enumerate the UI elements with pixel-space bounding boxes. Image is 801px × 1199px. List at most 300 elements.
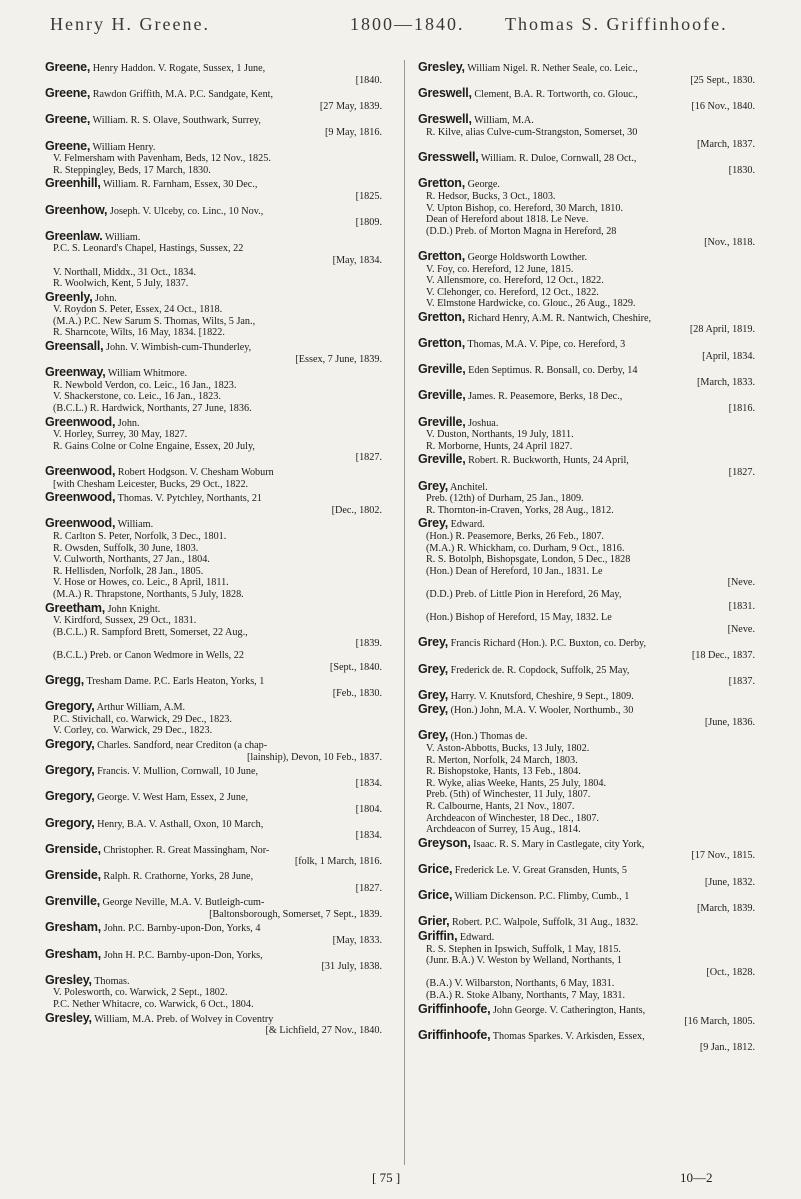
entry — [45, 765, 382, 789]
entry-text: (Hon.) John, M.A. V. Wooler, Northumb., 30 — [450, 705, 634, 717]
entry-text: Henry, B.A. V. Asthall, Oxon, 10 March, — [97, 818, 264, 830]
entry-headline — [418, 835, 755, 851]
entry-appointment: V. Roydon S. Peter, Essex, 24 Oct., 1818. — [53, 304, 223, 316]
entry-continuation: [25 Sept., 1830. — [690, 74, 755, 86]
entry-headline — [45, 228, 382, 244]
entry — [45, 62, 382, 86]
entry-headline — [45, 114, 382, 127]
entry-name: Greville, — [418, 452, 466, 467]
entry-name: Gresham, — [45, 946, 102, 961]
entry — [418, 338, 755, 362]
entry — [418, 835, 755, 862]
entry-text: William, M.A. Preb. of Wolvey in Coventry — [94, 1013, 274, 1025]
entry-name: Gresley, — [418, 60, 465, 74]
entry-name: Greswell, — [418, 86, 472, 101]
entry-continuation: [27 May, 1839. — [319, 100, 382, 112]
entry-name: Gregory, — [45, 815, 95, 830]
entry-appointment: R. Kilve, alias Culve-cum-Strangston, Somerset, 30 — [426, 126, 638, 138]
entry-headline — [418, 687, 755, 703]
entry — [418, 88, 755, 112]
entry-name: Greenwood, — [45, 464, 116, 478]
entry-name: Grenville, — [45, 894, 100, 909]
entry-text: William. R. S. Olave, Southwark, Surrey, — [92, 115, 261, 127]
header-left: Henry H. Greene. — [50, 14, 210, 34]
entry-headline — [45, 138, 382, 154]
entry-headline — [418, 730, 755, 743]
entry-headline — [45, 946, 382, 962]
entry-text: Ralph. R. Crathorne, Yorks, 28 June, — [103, 871, 254, 882]
entry-appointment: V. Allensmore, co. Hereford, 12 Oct., 1822. — [426, 275, 604, 287]
entry-headline — [418, 518, 755, 531]
entry — [45, 492, 382, 516]
entry-appointment: V. Corley, co. Warwick, 29 Dec., 1823. — [53, 725, 213, 737]
entry-appointment: R. Sharncote, Wilts, 16 May, 1834. [1822. — [53, 327, 225, 339]
entry-text: Rawdon Griffith, M.A. P.C. Sandgate, Kent, — [92, 89, 274, 101]
entry-appointment: (Hon.) Bishop of Hereford, 15 May, 1832. Le — [426, 612, 612, 624]
entry — [45, 178, 382, 202]
entry-appointment: V. Culworth, Northants, 27 Jan., 1804. — [53, 554, 210, 566]
entry-text: Frederick Le. V. Great Gransden, Hunts, 5 — [454, 865, 627, 876]
entry-continuation: [Neve. — [727, 577, 755, 589]
entry-text: Thomas. V. Pytchley, Northants, 21 — [117, 493, 263, 505]
header-right: Thomas S. Griffinhoofe. — [505, 14, 728, 34]
entry-appointment: (B.C.L.) Preb. or Canon Wedmore in Wells, 22 — [53, 649, 244, 661]
entry — [418, 62, 755, 86]
entry — [45, 815, 382, 842]
entry — [45, 228, 382, 290]
entry-headline — [418, 890, 755, 903]
entry-text: Harry. V. Knutsford, Cheshire, 9 Sept., 1809. — [450, 690, 634, 702]
entry — [45, 922, 382, 946]
entry-name: Greene, — [45, 86, 91, 101]
entry-appointment: R. Owsden, Suffolk, 30 June, 1803. — [53, 542, 199, 554]
signature-mark: 10—2 — [680, 1170, 713, 1185]
entry-text: John. — [95, 292, 117, 304]
entry-appointment: (M.A.) R. Thrapstone, Northants, 5 July, 1828. — [53, 588, 244, 600]
entry-headline — [418, 338, 755, 351]
entry-continuation: [folk, 1 March, 1816. — [294, 856, 382, 868]
entry-name: Greenwood, — [45, 490, 116, 505]
entry-name: Gretton, — [418, 336, 466, 351]
entry-continuation: [1816. — [728, 403, 755, 415]
entry-headline — [45, 341, 382, 354]
entry-appointment: R. Hellisden, Norfolk, 28 Jan., 1805. — [53, 565, 204, 577]
entry-headline — [418, 916, 755, 929]
entry-name: Greenhill, — [45, 176, 101, 191]
entry-text: William. R. Farnham, Essex, 30 Dec., — [103, 179, 258, 191]
entry-appointment: R. Morborne, Hunts, 24 April 1827. — [426, 440, 573, 452]
entry-name: Gretton, — [418, 176, 466, 191]
entry-appointment: R. Bishopstoke, Hants, 13 Feb., 1804. — [426, 766, 581, 778]
entry-appointment: (B.C.L.) R. Hardwick, Northants, 27 June, 1836. — [53, 403, 252, 415]
entry-headline — [45, 600, 382, 616]
entry-appointment: R. Gains Colne or Colne Engaine, Essex, 20 July, — [53, 440, 255, 452]
entry-name: Gretton, — [418, 309, 466, 324]
entry-appointment: (D.D.) Preb. of Little Pion in Hereford, 26 May, — [426, 588, 622, 600]
entry-continuation: [18 Dec., 1837. — [691, 649, 755, 661]
entry-headline — [45, 289, 382, 305]
entry-headline — [45, 178, 382, 191]
entry-headline — [45, 518, 382, 531]
entry-text: Tresham Dame. P.C. Earls Heaton, Yorks, 1 — [86, 676, 265, 688]
entry — [45, 896, 382, 920]
entry-continuation: [April, 1834. — [702, 350, 755, 362]
entry-continuation: [31 July, 1838. — [321, 961, 382, 973]
entry-continuation: [9 Jan., 1812. — [699, 1042, 755, 1054]
entry-text: Christopher. R. Great Massingham, Nor- — [103, 844, 270, 856]
right-column — [418, 62, 755, 1056]
entry-text: William. — [117, 519, 154, 531]
entry-headline — [45, 739, 382, 752]
entry-text: George Neville, M.A. V. Butleigh-cum- — [102, 897, 265, 909]
entry-headline — [45, 1010, 382, 1026]
entry-appointment: V. Clehonger, co. Hereford, 12 Oct., 1822. — [426, 286, 599, 298]
entry-text: George Holdsworth Lowther. — [467, 251, 588, 263]
entry — [418, 309, 755, 336]
entry-text: James. R. Peasemore, Berks, 18 Dec., — [468, 391, 623, 403]
entry-headline — [418, 637, 755, 650]
entry-text: John. V. Wimbish-cum-Thunderley, — [106, 342, 252, 354]
entry-name: Greensall, — [45, 339, 104, 354]
entry-name: Grey, — [418, 702, 449, 717]
entry-continuation: [May, 1834. — [332, 254, 382, 266]
entry-appointment: V. Kirdford, Sussex, 29 Oct., 1831. — [53, 615, 197, 627]
entry-continuation: [May, 1833. — [332, 934, 382, 946]
entry-name: Grenside, — [45, 868, 101, 882]
entry-appointment: R. S. Botolph, Bishopsgate, London, 5 Dec., 1828 — [426, 554, 631, 566]
entry-headline — [45, 896, 382, 909]
entry-appointment: (D.D.) Preb. of Morton Magna in Hereford, 28 — [426, 225, 617, 237]
entry-headline — [418, 661, 755, 677]
entry-appointment: (B.A.) V. Wilbarston, Northants, 6 May, 1831. — [426, 978, 615, 990]
entry-continuation: [1834. — [355, 777, 382, 789]
entry-continuation: [Oct., 1828. — [706, 966, 755, 978]
entry-appointment: P.C. Stivichall, co. Warwick, 29 Dec., 1823. — [53, 713, 232, 725]
entry-name: Grey, — [418, 661, 449, 676]
entry-headline — [418, 928, 755, 944]
entry-continuation: [28 April, 1819. — [689, 324, 755, 336]
entry-continuation: [June, 1836. — [704, 716, 755, 728]
entry-appointment: (B.A.) R. Stoke Albany, Northants, 7 May, 1831. — [426, 989, 626, 1001]
entry-continuation: [March, 1839. — [697, 902, 755, 914]
entry-text: George. V. West Ham, Essex, 2 June, — [97, 792, 249, 804]
entry-headline — [418, 178, 755, 191]
entry-headline — [418, 248, 755, 264]
entry — [418, 704, 755, 728]
entry-text: Joseph. V. Ulceby, co. Linc., 10 Nov., — [109, 205, 264, 217]
entry — [45, 289, 382, 339]
entry-text: Henry Haddon. V. Rogate, Sussex, 1 June, — [92, 63, 266, 74]
entry-text: Robert. P.C. Walpole, Suffolk, 31 Aug., 1832. — [452, 917, 639, 929]
entry-name: Gregory, — [45, 789, 95, 804]
entry-continuation: [Nov., 1818. — [704, 237, 755, 249]
entry-appointment: V. Foy, co. Hereford, 12 June, 1815. — [426, 263, 574, 275]
entry-name: Gregg, — [45, 673, 85, 688]
entry-continuation: [1827. — [355, 882, 382, 894]
entry-name: Grey, — [418, 687, 449, 702]
entry — [45, 739, 382, 763]
entry-name: Greville, — [418, 414, 466, 429]
entry-headline — [45, 972, 382, 988]
entry-continuation: [Neve. — [727, 623, 755, 635]
entry-headline — [418, 88, 755, 101]
entry-continuation: [16 March, 1805. — [684, 1016, 755, 1028]
entry-name: Greenway, — [45, 365, 106, 380]
entry-continuation: [17 Nov., 1815. — [691, 850, 755, 862]
entry-continuation: [1827. — [728, 467, 755, 478]
entry-appointment: R. Thornton-in-Craven, Yorks, 28 Aug., 1812. — [426, 504, 614, 516]
entry — [418, 637, 755, 661]
entry-continuation: [1840. — [355, 74, 382, 86]
entry — [45, 202, 382, 229]
entry-name: Greenwood, — [45, 516, 116, 531]
entry-appointment: R. Steppingley, Beds, 17 March, 1830. — [53, 164, 211, 176]
entry — [45, 414, 382, 464]
entry-text: Francis. V. Mullion, Cornwall, 10 June, — [97, 766, 259, 778]
entry-continuation: [June, 1832. — [704, 876, 755, 888]
entry-appointment: V. Horley, Surrey, 30 May, 1827. — [53, 429, 188, 441]
entry-appointment: Preb. (12th) of Durham, 25 Jan., 1809. — [426, 493, 584, 505]
entry — [45, 675, 382, 699]
entry — [45, 841, 382, 868]
entry-headline — [45, 765, 382, 778]
entry-appointment: Dean of Hereford about 1818. Le Neve. — [426, 214, 589, 226]
entry-continuation: [1837. — [728, 676, 755, 688]
entry-continuation: [1831. — [728, 600, 755, 612]
entry-name: Greswell, — [418, 112, 472, 127]
entry-appointment: V. Duston, Northants, 19 July, 1811. — [426, 429, 574, 441]
entry-text: Edward. — [450, 519, 485, 531]
entry-name: Gresham, — [45, 920, 102, 935]
entry-text: Frederick de. R. Copdock, Suffolk, 25 May, — [450, 664, 630, 676]
entry-text: Thomas Sparkes. V. Arkisden, Essex, — [492, 1030, 645, 1042]
entry-headline — [418, 414, 755, 430]
entry-text: William. — [104, 231, 141, 243]
entry-continuation: [1809. — [355, 217, 382, 229]
entry-headline — [45, 466, 382, 479]
entry-text: Robert Hodgson. V. Chesham Woburn — [117, 467, 274, 478]
entry-appointment: R. Carlton S. Peter, Norfolk, 3 Dec., 1801. — [53, 530, 227, 542]
entry-headline — [45, 88, 382, 101]
entry — [418, 478, 755, 517]
entry-appointment: V. Felmersham with Pavenham, Beds, 12 Nov., 1825. — [53, 153, 271, 165]
entry-appointment: R. Newbold Verdon, co. Leic., 16 Jan., 1823. — [53, 379, 237, 391]
entry-name: Greene, — [45, 138, 91, 153]
entry — [45, 466, 382, 490]
entry-continuation: [March, 1837. — [697, 138, 755, 150]
entry — [418, 364, 755, 388]
entry-name: Gregory, — [45, 763, 95, 778]
entry-text: Richard Henry, A.M. R. Nantwich, Cheshire, — [467, 312, 652, 324]
entry — [418, 178, 755, 249]
entry-text: Edward. — [459, 931, 495, 943]
entry-headline — [45, 492, 382, 505]
entry — [45, 600, 382, 674]
entry-name: Grice, — [418, 862, 453, 876]
entry-appointment: (Hon.) R. Peasemore, Berks, 26 Feb., 1807. — [426, 530, 604, 542]
entry-name: Griffinhoofe, — [418, 1027, 491, 1042]
entry-headline — [418, 704, 755, 717]
entry-text: Eden Septimus. R. Bonsall, co. Derby, 14 — [468, 365, 638, 377]
entry — [45, 946, 382, 973]
entry-headline — [45, 791, 382, 804]
column-divider — [404, 60, 405, 1165]
entry-text: John George. V. Catherington, Hants, — [492, 1004, 646, 1016]
entry — [45, 972, 382, 1011]
entry-appointment: R. Woolwich, Kent, 5 July, 1837. — [53, 278, 189, 290]
entry-name: Grier, — [418, 914, 450, 929]
entry-appointment: (Hon.) Dean of Hereford, 10 Jan., 1831. Le — [426, 565, 603, 577]
entry-name: Greenlaw. — [45, 228, 103, 243]
entry-name: Greyson, — [418, 835, 471, 850]
entry-text: Thomas. — [94, 975, 130, 987]
entry-appointment: V. Upton Bishop, co. Hereford, 30 March, 1810. — [426, 202, 624, 214]
entry — [45, 518, 382, 600]
entry-name: Greetham, — [45, 600, 106, 615]
entry — [418, 661, 755, 688]
entry-appointment: (M.A.) P.C. New Sarum S. Thomas, Wilts, 5 Jan., — [53, 315, 256, 327]
entry-continuation: [lainship), Devon, 10 Feb., 1837. — [247, 751, 382, 763]
entry — [45, 701, 382, 737]
entry-headline — [418, 390, 755, 403]
entry — [45, 341, 382, 365]
page-number: [ 75 ] — [372, 1170, 401, 1185]
entry-headline — [45, 367, 382, 380]
entry-text: Charles. Sandford, near Crediton (a chap- — [97, 740, 268, 752]
entry-continuation: [1834. — [355, 830, 382, 842]
entry-continuation: [Sept., 1840. — [329, 661, 382, 673]
entry-appointment: R. Calbourne, Hants, 21 Nov., 1807. — [426, 801, 575, 813]
entry-text: Joshua. — [468, 417, 499, 429]
entry-continuation: [March, 1833. — [697, 376, 755, 388]
entry-name: Gregory, — [45, 699, 95, 714]
entry — [418, 518, 755, 635]
entry-headline — [418, 364, 755, 377]
entry-continuation: [1830. — [728, 164, 755, 176]
entry-headline — [418, 309, 755, 325]
entry-appointment: V. Northall, Middx., 31 Oct., 1834. — [53, 266, 196, 278]
entry — [418, 928, 755, 1002]
entry-name: Grenside, — [45, 841, 101, 856]
entry-appointment: V. Polesworth, co. Warwick, 2 Sept., 1802. — [53, 987, 228, 999]
entry-name: Griffinhoofe, — [418, 1001, 491, 1016]
entry-text: George. — [467, 179, 500, 191]
entry-text: Robert. R. Buckworth, Hunts, 24 April, — [468, 455, 629, 467]
entry — [45, 791, 382, 815]
entry — [418, 414, 755, 453]
entry-name: Greville, — [418, 388, 466, 403]
entry — [45, 114, 382, 138]
left-column — [45, 62, 382, 1039]
entry-continuation: [9 May, 1816. — [324, 126, 382, 138]
entry-headline — [418, 478, 755, 494]
entry — [418, 890, 755, 914]
entry-appointment: (B.C.L.) R. Sampford Brett, Somerset, 22 Aug., — [53, 626, 248, 638]
entry-continuation: [Feb., 1830. — [332, 687, 382, 699]
entry-continuation: [Baltonsborough, Somerset, 7 Sept., 1839. — [209, 908, 382, 920]
entry-name: Gresley, — [45, 1010, 92, 1025]
entry-text: Thomas, M.A. V. Pipe, co. Hereford, 3 — [467, 339, 626, 351]
entry-text: John Knight. — [107, 603, 161, 615]
entry-appointment: [with Chesham Leicester, Bucks, 29 Oct., 1822. — [53, 478, 249, 490]
entry — [418, 916, 755, 929]
entry — [418, 1027, 755, 1054]
entry-headline — [418, 454, 755, 467]
entry-headline — [418, 1027, 755, 1043]
entry-appointment: Preb. (5th) of Winchester, 11 July, 1807. — [426, 789, 591, 801]
entry-name: Gregory, — [45, 737, 95, 752]
entry-headline — [45, 62, 382, 75]
entry-text: Clement, B.A. R. Tortworth, co. Glouc., — [474, 89, 638, 101]
entry — [45, 870, 382, 894]
entry-headline — [418, 62, 755, 75]
entry-name: Greenwood, — [45, 414, 116, 429]
entry-continuation: [1804. — [355, 804, 382, 816]
entry-name: Gresley, — [45, 972, 92, 987]
entry-headline — [418, 864, 755, 877]
entry-text: John. P.C. Barnby-upon-Don, Yorks, 4 — [103, 923, 261, 935]
entry-appointment: R. S. Stephen in Ipswich, Suffolk, 1 May, 1815. — [426, 943, 621, 955]
entry-text: John H. P.C. Barnby-upon-Don, Yorks, — [103, 949, 263, 961]
entry-name: Griffin, — [418, 928, 458, 943]
entry-continuation: [1839. — [355, 638, 382, 650]
entry-name: Grey, — [418, 478, 449, 493]
entry-headline — [418, 152, 755, 165]
entry-appointment: P.C. Nether Whitacre, co. Warwick, 6 Oct., 1804. — [53, 998, 254, 1010]
entry-appointment: V. Hose or Howes, co. Leic., 8 April, 1811. — [53, 577, 229, 589]
entry-name: Greenhow, — [45, 202, 108, 217]
entry-headline — [45, 870, 382, 883]
entry-appointment: P.C. S. Leonard's Chapel, Hastings, Sussex, 22 — [53, 243, 244, 255]
entry-appointment: R. Wyke, alias Weeke, Hants, 25 July, 1804. — [426, 777, 607, 789]
entry-text: William Dickenson. P.C. Flimby, Cumb., 1 — [454, 891, 630, 903]
entry-continuation: [Essex, 7 June, 1839. — [295, 353, 382, 365]
entry — [45, 88, 382, 112]
running-head — [50, 14, 750, 40]
entry-text: William. R. Duloe, Cornwall, 28 Oct., — [480, 153, 637, 165]
entry-appointment: R. Merton, Norfolk, 24 March, 1803. — [426, 754, 578, 766]
entry-appointment: R. Hedsor, Bucks, 3 Oct., 1803. — [426, 190, 556, 202]
entry-text: William Henry. — [92, 141, 156, 153]
entry-text: Anchitel. — [450, 481, 488, 493]
header-center: 1800—1840. — [350, 14, 465, 34]
entry-continuation: [1825. — [355, 190, 382, 202]
entry-text: William, M.A. — [474, 115, 534, 127]
entry-appointment: (M.A.) R. Whickham, co. Durham, 9 Oct., 1816. — [426, 542, 625, 554]
entry-appointment: Archdeacon of Winchester, 18 Dec., 1807. — [426, 812, 599, 824]
entry-name: Greville, — [418, 362, 466, 377]
entry-name: Gresswell, — [418, 150, 479, 165]
entry-text: Francis Richard (Hon.). P.C. Buxton, co. Derby, — [450, 638, 647, 650]
entry-appointment: V. Aston-Abbotts, Bucks, 13 July, 1802. — [426, 743, 590, 755]
entry-name: Greenly, — [45, 289, 93, 304]
entry — [418, 730, 755, 835]
entry-headline — [45, 675, 382, 688]
entry-continuation: [1827. — [355, 452, 382, 464]
entry — [418, 864, 755, 888]
entry — [45, 367, 382, 414]
entry-name: Greene, — [45, 112, 91, 127]
entry-appointment: (Junr. B.A.) V. Weston by Welland, Northants, 1 — [426, 955, 622, 967]
entry — [418, 390, 755, 414]
entry-continuation: [Dec., 1802. — [331, 504, 382, 516]
entry-headline — [45, 202, 382, 218]
entry-name: Grice, — [418, 888, 453, 903]
entry-text: Isaac. R. S. Mary in Castlegate, city York, — [473, 838, 645, 850]
entry-name: Greene, — [45, 60, 91, 74]
entry-headline — [45, 841, 382, 857]
entry — [418, 114, 755, 150]
